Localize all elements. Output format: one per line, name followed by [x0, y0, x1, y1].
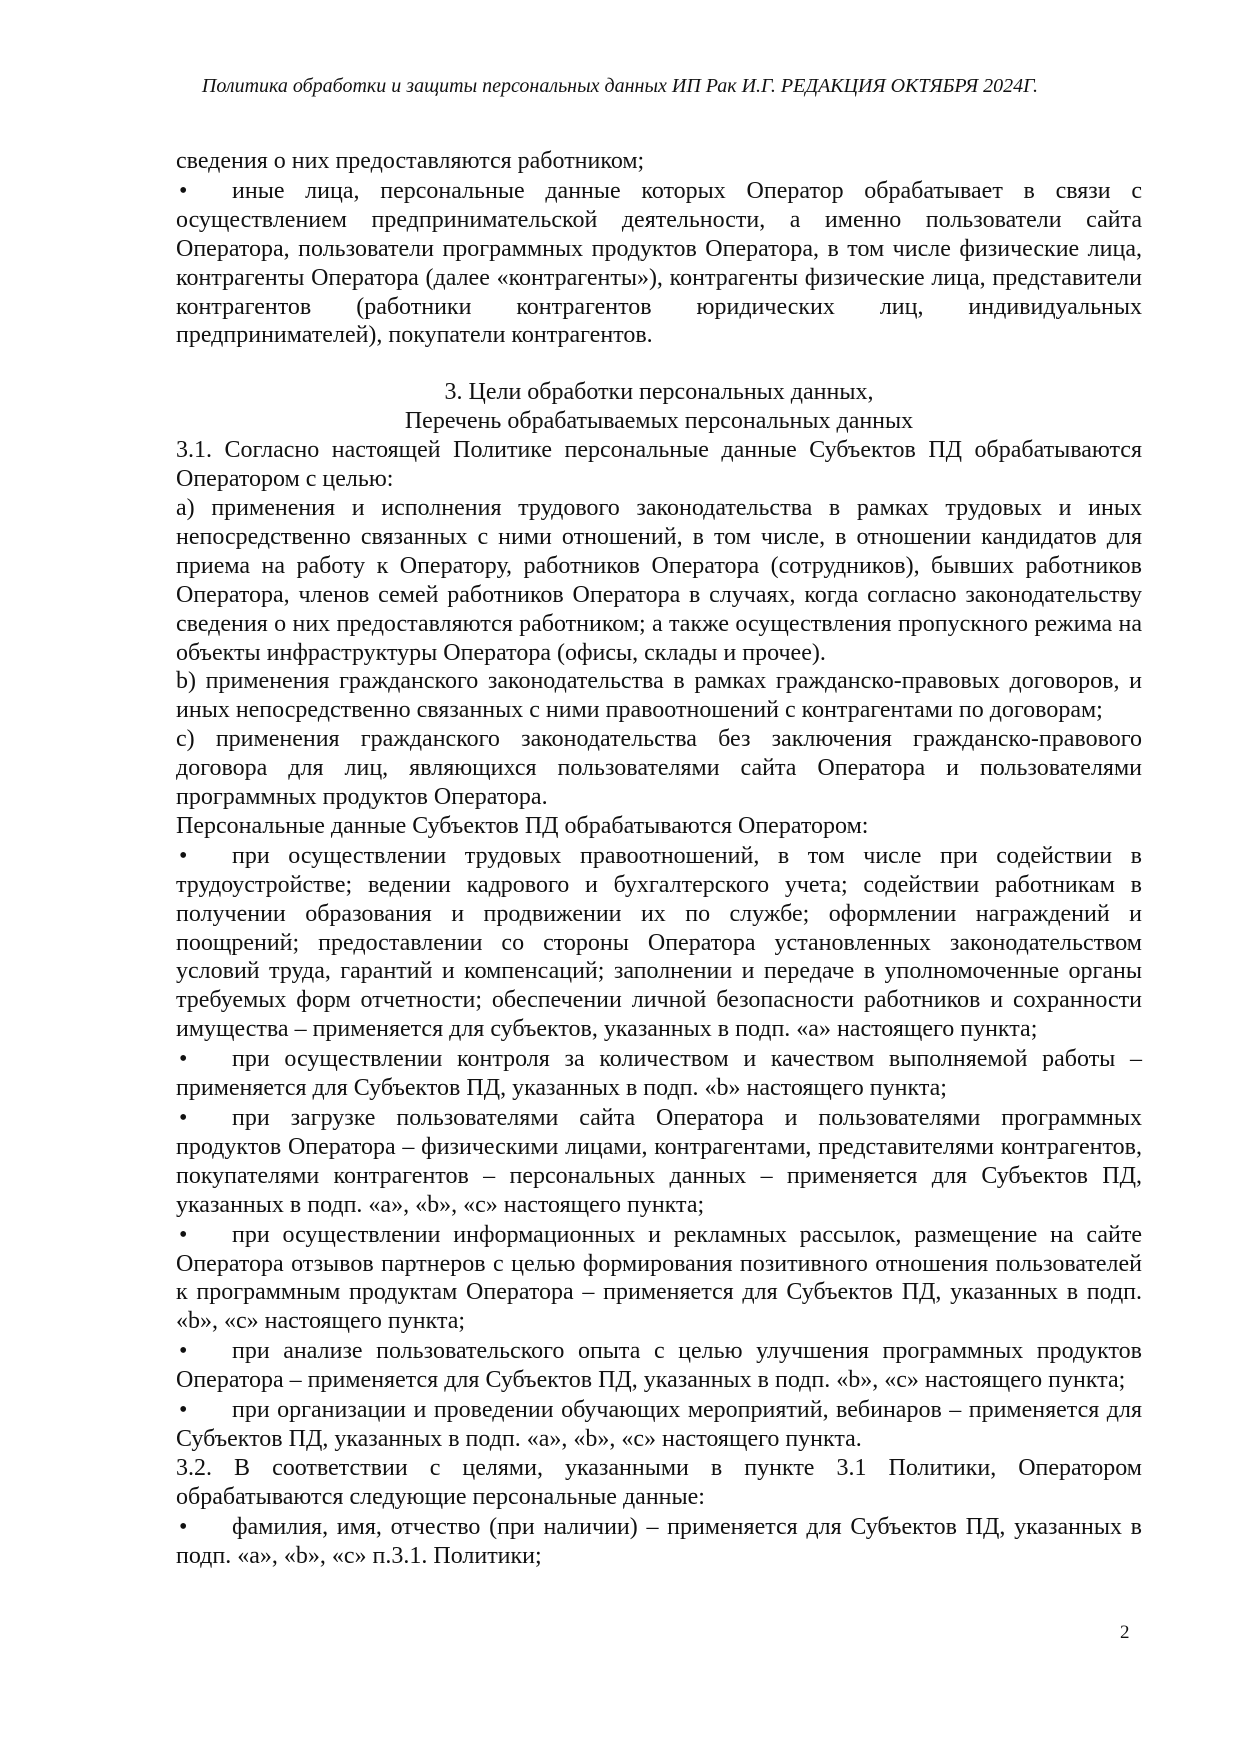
section-3-title-line-1: 3. Цели обработки персональных данных,	[444, 379, 874, 406]
bullet-text: фамилия, имя, отчество (при наличии) – применяется для Субъектов ПД, указанных в подп. «а», «b», «с» п.3.1. Политики;	[176, 1513, 1142, 1569]
bullet-icon: •	[179, 842, 188, 869]
bullet-icon: •	[179, 1338, 188, 1365]
bullet-text: при осуществлении информационных и рекламных рассылок, размещение на сайте Оператора отзывов партнеров с целью формирования позитивного отношения пользователей к программным продуктам Оператора – применяется для Субъектов ПД, указанных в подп. «b», «с» настоящего пункта;	[176, 1221, 1142, 1335]
bullet-icon: •	[179, 177, 188, 204]
list-item	[176, 841, 1142, 1044]
section-3-title-line-2: Перечень обрабатываемых персональных данных	[404, 408, 914, 435]
bullet-icon: •	[179, 1105, 188, 1131]
list-item	[176, 1395, 1142, 1454]
continuation-text: сведения о них предоставляются работником;	[176, 148, 645, 174]
bullet-item-other-persons	[176, 176, 1142, 350]
bullet-icon: •	[179, 1221, 188, 1248]
bullet-icon: •	[179, 1513, 188, 1540]
list-item	[176, 1220, 1142, 1337]
page-number: 2	[1120, 1622, 1130, 1643]
bullet-text: при осуществлении трудовых правоотношений, в том числе при содействии в трудоустройстве; ведении кадрового и бухгалтерского учета; содействии работникам в получении образования и продвижении их по службе; оформлении награждений и поощрений; предоставлении со стороны Оператора установленных законодательством условий труда, гарантий и компенсаций; заполнении и передаче в уполномоченные органы требуемых форм отчетности; обеспечении личной безопасности работников и сохранности имущества – применяется для субъектов, указанных в подп. «а» настоящего пункта;	[176, 842, 1142, 1043]
list-item	[176, 1512, 1142, 1571]
bullet-text: при анализе пользовательского опыта с целью улучшения программных продуктов Оператора – применяется для Субъектов ПД, указанных в подп. «b», «с» настоящего пункта;	[176, 1338, 1142, 1394]
paragraph-3-1-a: а) применения и исполнения трудового законодательства в рамках трудовых и иных непосредственно связанных с ними отношений, в том числе, в отношении кандидатов для приема на работу к Оператору, работников Оператора (сотрудников), бывших работников Оператора, членов семей работников Оператора в случаях, когда согласно законодательству сведения о них предоставляются работником; а также осуществления пропускного режима на объекты инфраструктуры Оператора (офисы, склады и прочее).	[176, 494, 1142, 666]
paragraph-3-2-intro: 3.2. В соответствии с целями, указанными в пункте 3.1 Политики, Оператором обрабатываются следующие персональные данные:	[176, 1454, 1142, 1510]
page-content	[176, 147, 1142, 1571]
paragraph-3-1-b: b) применения гражданского законодательства в рамках гражданско-правовых договоров, и иных непосредственно связанных с ними правоотношений с контрагентами по договорам;	[176, 668, 1142, 724]
bullet-text: иные лица, персональные данные которых Оператор обрабатывает в связи с осуществлением предпринимательской деятельности, а именно пользователи сайта Оператора, пользователи программных продуктов Оператора, в том числе физические лица, контрагенты Оператора (далее «контрагенты»), контрагенты физические лица, представители контрагентов (работники контрагентов юридических лиц, индивидуальных предпринимателей), покупатели контрагентов.	[176, 177, 1142, 349]
paragraph-3-1-c: c) применения гражданского законодательства без заключения гражданско-правового договора для лиц, являющихся пользователями сайта Оператора и пользователями программных продуктов Оператора.	[176, 726, 1142, 811]
processed-intro: Персональные данные Субъектов ПД обрабатываются Оператором:	[176, 812, 869, 839]
running-header: Политика обработки и защиты персональных данных ИП Рак И.Г. РЕДАКЦИЯ ОКТЯБРЯ 2024Г.	[201, 75, 1039, 97]
bullet-icon: •	[179, 1397, 188, 1424]
bullet-icon: •	[179, 1046, 188, 1073]
section-3-title	[176, 378, 1142, 436]
list-item	[176, 1103, 1142, 1220]
list-item	[176, 1336, 1142, 1395]
bullet-text: при организации и проведении обучающих мероприятий, вебинаров – применяется для Субъектов ПД, указанных в подп. «а», «b», «с» настоящего пункта.	[176, 1397, 1142, 1452]
bullet-text: при осуществлении контроля за количеством и качеством выполняемой работы – применяется для Субъектов ПД, указанных в подп. «b» настоящего пункта;	[176, 1046, 1142, 1102]
list-item	[176, 1044, 1142, 1103]
bullet-text: при загрузке пользователями сайта Оператора и пользователями программных продуктов Оператора – физическими лицами, контрагентами, представителями контрагентов, покупателями контрагентов – персональных данных – применяется для Субъектов ПД, указанных в подп. «а», «b», «с» настоящего пункта;	[176, 1105, 1142, 1218]
paragraph-3-1-intro: 3.1. Согласно настоящей Политике персональные данные Субъектов ПД обрабатываются Оператором с целью:	[176, 437, 1142, 493]
